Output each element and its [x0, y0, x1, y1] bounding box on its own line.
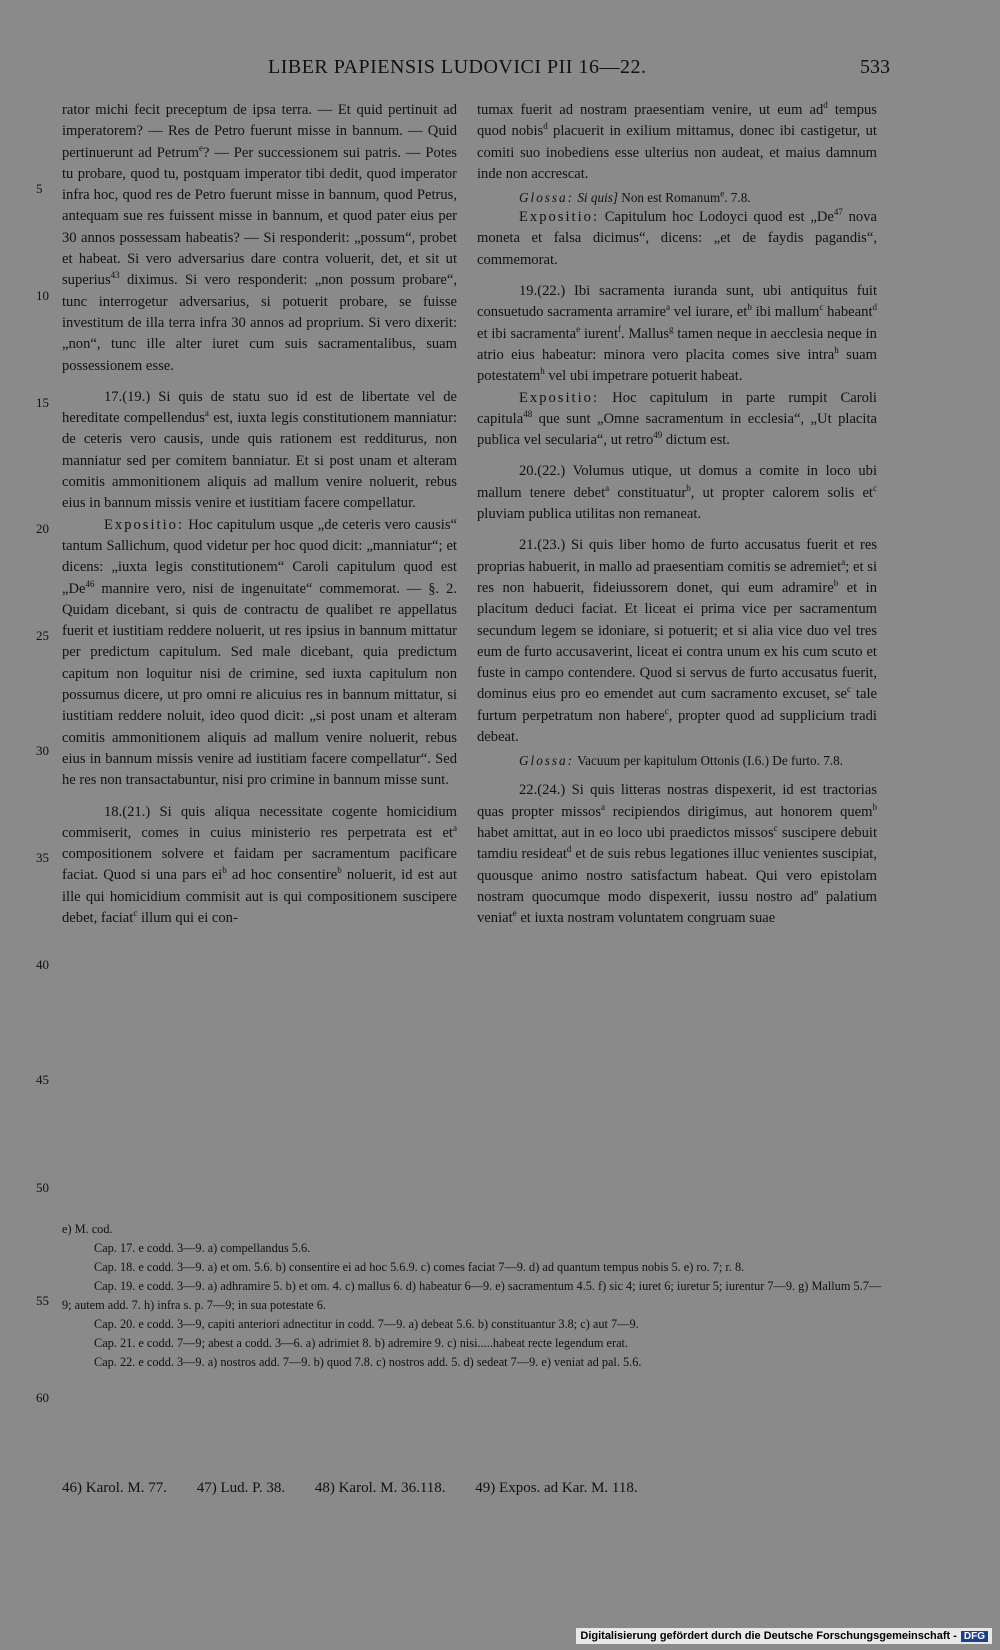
- line-number: 25: [36, 628, 49, 643]
- footnote: Cap. 21. e codd. 7—9; abest a codd. 3—6. a) adrimiet 8. b) adremire 9. c) nisi.....habeat recte legendum erat.: [94, 1336, 629, 1350]
- reference-note: 47) Lud. P. 38.: [196, 1480, 286, 1496]
- footnote: e) M. cod.: [62, 1222, 113, 1236]
- expositio-18: Expositio: Capitulum hoc Lodoyci quod est „De$^{47}$ nova moneta et falsa dicimus“, dicens: „et de faydis pagandis“, commemorat.: [477, 207, 877, 268]
- chapter-22: 22.(24.) Si quis litteras nostras dispexerit, id est tractorias quas propter missos$^a$ recipiendos dirigimus, aut honorem quem$^b$ habet amittat, aut in eo loco ubi praedictos missos$^c$ suscipere debuit tamdiu resideat$^d$ et de suis rebus legationes illuc venientes suscipiat, quousque animo nostro satisfactum habeat. Qui vero epistolam nostram quocumque modo dispexerit, iussu nostro $ad^e$ palatium veniat$^e$ et iuxta nostram voluntatem congruam suae: [477, 782, 878, 927]
- chapter-19: 19.(22.) Ibi sacramenta iuranda sunt, ubi antiquitus fuit consuetudo sacramenta arramire$^a$ vel iurare, $et^b$ ibi mallum$^c$ habeant$^d$ et ibi sacramenta$^e$ iurent$^f$. Mallus$^g$ tamen neque in aecclesia neque in atrio eius habeatur: minora vero placita comes sive intra$^h$ suam potestatem$^h$ vel ubi impetrare potuerit habeat.: [477, 283, 877, 385]
- footnote: Cap. 20. e codd. 3—9, capiti anteriori adnectitur in codd. 7—9. a) debeat 5.6. b) constituantur 3.8; c) aut 7—9.: [94, 1317, 639, 1331]
- paragraph: tumax fuerit ad nostram praesentiam venire, ut eum $ad^d$ tempus quod nobis$^d$ placuerit in exilium mittamus, donec ibi castigetur, ut comiti suo inobediens esse ulterius non audeat, et maius damnum inde non accrescat.: [477, 100, 877, 182]
- footnote: Cap. 17. e codd. 3—9. a) compellandus 5.6.: [94, 1241, 311, 1255]
- paragraph: rator michi fecit preceptum de ipsa terra. — Et quid pertinuit ad imperatorem? — Res de Petro fuerunt misse in bannum. — Quid pertinuerunt ad Petrum$^e$? — Per successionem sui patris. — Potes tu probare, quod tu, postquam imperator tibi dedit, quod imperator infra hoc, quod res de Petro fuerunt misse in bannum, quod Petrus, antequam sue res fuissent misse in bannum, et quod pater eius per 30 annos possessam habeatis? — Si responderit: „possum“, probet et habeat. Si vero adversarius dare contra voluerit, det, et sit ut superius$^{43}$ diximus. Si vero responderit: „non possum probare“, tunc interrogetur adversarius, si potuerit probare, se fuisse investitum de illa terra infra 30 annos ad proprium. Si vero dixerit: „non“, tunc ille alter iuret cum suis sacramentalibus, suam possessionem esse.: [62, 102, 457, 374]
- dfg-logo-icon: DFG: [961, 1631, 988, 1642]
- reference-notes: [62, 1480, 884, 1497]
- glossa-18: Glossa: Si quis] Non est Romanum$^e$. 7.8.: [519, 188, 751, 206]
- line-number: 10: [36, 288, 49, 303]
- line-number: 50: [36, 1180, 49, 1195]
- reference-note: 48) Karol. M. 36.118.: [314, 1480, 446, 1496]
- line-number: 35: [36, 850, 49, 865]
- left-column: [62, 100, 457, 929]
- chapter-20: 20.(22.) Volumus utique, ut domus a comite in loco ubi mallum tenere debet$^a$ constituatur$^b$, ut propter calorem solis $et^c$ pluviam publica utilitas non remaneat.: [477, 463, 877, 523]
- footnote: Cap. 18. e codd. 3—9. a) et om. 5.6. b) consentire ei ad hoc 5.6.9. c) comes faciat 7—9. d) ad quantum tempus nobis 5. e) ro. 7; r. 8.: [94, 1260, 745, 1274]
- glossa-21: Glossa: Vacuum per kapitulum Ottonis (I.6.) De furto. 7.8.: [519, 753, 843, 769]
- footnote: Cap. 22. e codd. 3—9. a) nostros add. 7—9. b) quod 7.8. c) nostros add. 5. d) sedeat 7—9. e) veniat ad pal. 5.6.: [94, 1355, 642, 1369]
- page-number: 533: [860, 56, 890, 78]
- expositio-19: Expositio: Hoc capitulum in parte rumpit Caroli capitula$^{48}$ que sunt „Omne sacramentum in ecclesia“, „Ut placita publica vel secularia“, ut retro$^{49}$ dictum est.: [477, 389, 877, 449]
- running-head: [0, 56, 1000, 86]
- chapter-17: 17.(19.) Si quis de statu suo id est de libertate vel de hereditate compellendus$^a$ est, iuxta legis constitutionem manniatur: de ceteris vero causis, unde quis rationem est redditurus, non manniatur sed per comitem banniatur. Et si post unam et alteram comitis ammonitionem aliquis ad mallum venire noluerit, rebus eius in bannum missis venire et iustitiam facere compellatur.: [62, 388, 458, 512]
- digitization-credit: [576, 1628, 992, 1644]
- line-number: 45: [36, 1072, 49, 1087]
- running-title: LIBER PAPIENSIS LUDOVICI PII 16—22.: [268, 56, 647, 78]
- reference-note: 46) Karol. M. 77.: [62, 1480, 167, 1496]
- line-number: 5: [36, 181, 43, 196]
- line-number: 40: [36, 957, 49, 972]
- line-number: 15: [36, 395, 49, 410]
- footnote: Cap. 19. e codd. 3—9. a) adhramire 5. b) et om. 4. c) mallus 6. d) habeatur 6—9. e) sacramentum 4.5. f) sic 4; iuret 6; iuretur 5; iurentur 7—9. g) Mallum 5.7—9; autem add. 7. h) infra s. p. 7—9; in sua potestate 6.: [62, 1279, 882, 1312]
- right-column: [477, 100, 877, 929]
- line-number: 55: [36, 1293, 49, 1308]
- line-number: 20: [36, 521, 49, 536]
- line-number: 60: [36, 1390, 49, 1405]
- chapter-18: 18.(21.) Si quis aliqua necessitate cogente homicidium commiserit, comes in cuius ministerio res perpetrata est $et^a$ compositionem solvere et faidam per sacramentum pacificare faciat. Quod si una pars $ei^b$ ad hoc consentire$^b$ noluerit, id est aut ille qui homicidium commisit aut is qui compositionem suscipere debet, faciat$^c$ illum qui ei con-: [62, 803, 458, 926]
- footnotes: [62, 1220, 884, 1372]
- chapter-21: 21.(23.) Si quis liber homo de furto accusatus fuerit et res proprias habuerit, in mallo ad praesentiam comitis se adremiet$^a$; et si res non habuerit, fideiussorem donet, qui eum adramire$^b$ et in placitum deduci faciat. Et liceat ei prima vice per sacramentum secundum legem se idoniare, si potuerit; et si alia vice duo vel tres eum de furto accusaverint, liceat ei contra unum ex his cum scuto et fuste in campo contendere. Quod si servus de furto accusatus fuerit, dominus eius pro eo emendet aut cum sacramento excuset, $se^c$ tale furtum perpetratum non habere$^c$, propter quod ad supplicium tradi debeat.: [477, 537, 878, 746]
- line-number: 30: [36, 743, 49, 758]
- expositio-17: Expositio: Hoc capitulum usque „de ceteris vero causis“ tantum Sallichum, quod videtur per hoc quod dicit: „manniatur“; et dicens: „iuxta legis constitutionem“ Caroli capitulum quod est „De$^{46}$ mannire vero, nisi de ingenuitate“ commemorat. — §. 2. Quidam dicebant, si quis de contractu de qualibet re appellatus fuerit et iustitiam reddere noluerit, ut res ipsius in bannum mittatur per predictum capitulum. Sed male dicebant, quia predictum capitum non loquitur nisi de crimine, sed iuxta capitulum non possumus dicere, ut pro omni re alicuius res in bannum mittatur, si iustitiam reddere noluit, ideo quod dicit: „si post unam et alteram comitis ammonitionem aliquis ad mallum venire noluerit, rebus eius in bannum missis venire ad iustitiam facere compellatur“. Sed he res non transactabuntur, nisi pro crimine in bannum misse sunt.: [62, 516, 457, 789]
- reference-note: 49) Expos. ad Kar. M. 118.: [475, 1480, 638, 1496]
- credit-text: Digitalisierung gefördert durch die Deutsche Forschungsgemeinschaft -: [580, 1630, 957, 1642]
